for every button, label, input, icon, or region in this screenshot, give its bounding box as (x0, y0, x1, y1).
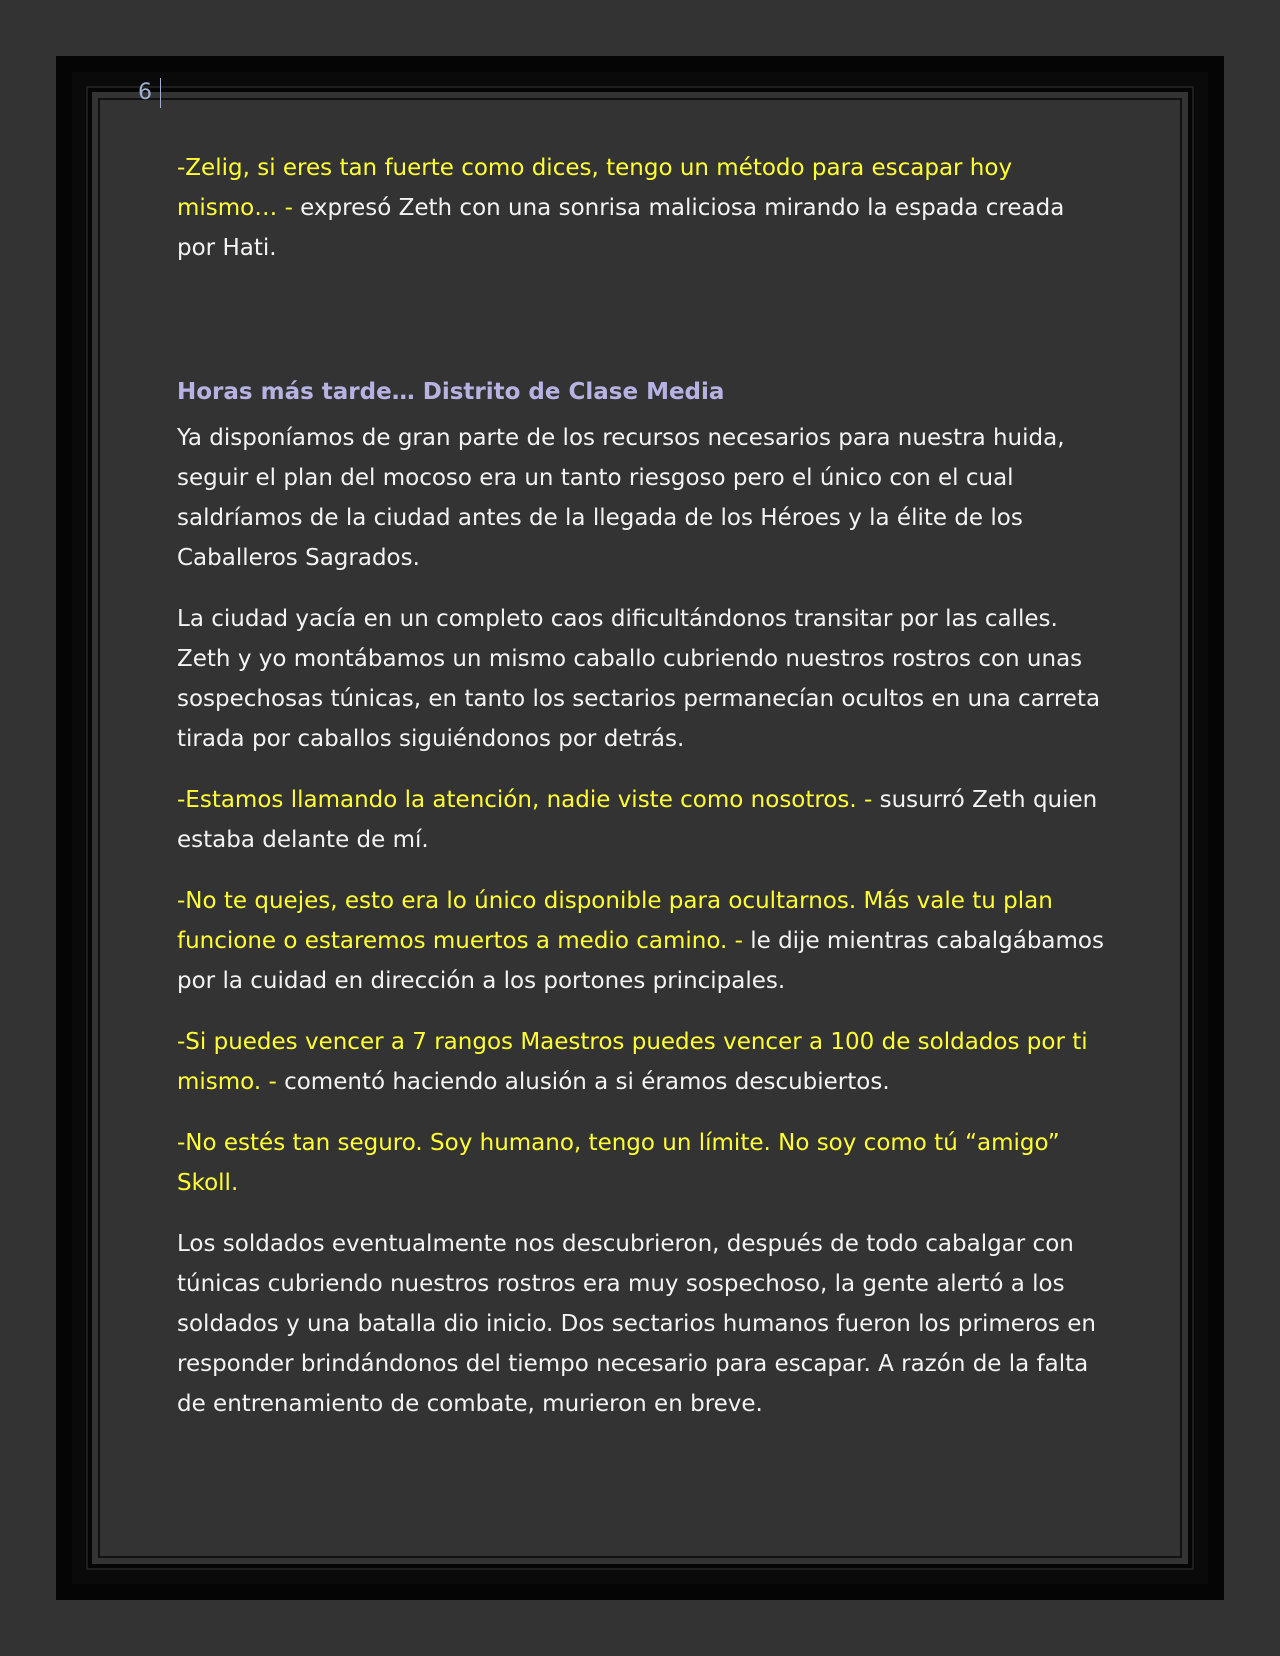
section-heading: Horas más tarde… Distrito de Clase Media (177, 379, 725, 405)
narration-text: La ciudad yacía en un completo caos dificultándonos transitar por las calles. Zeth y yo montábamos un mismo caballo cubriendo nuestros rostros con unas sospechosas túnicas, en tanto los sectarios permanecían ocultos en una carreta tirada por caballos siguiéndonos por detrás. (177, 606, 1101, 752)
section-paragraph-2 (177, 599, 1107, 759)
section-paragraph-5 (177, 1022, 1107, 1102)
page-content (177, 148, 1107, 1445)
narration-text: Ya disponíamos de gran parte de los recursos necesarios para nuestra huida, seguir el plan del mocoso era un tanto riesgoso pero el único con el cual saldríamos de la ciudad antes de la llegada de los Héroes y la élite de los Caballeros Sagrados. (177, 425, 1065, 571)
narration-text: Los soldados eventualmente nos descubrieron, después de todo cabalgar con túnicas cubriendo nuestros rostros era muy sospechoso, la gente alertó a los soldados y una batalla dio inicio. Dos sectarios humanos fueron los primeros en responder brindándonos del tiempo necesario para escapar. A razón de la falta de entrenamiento de combate, murieron en breve. (177, 1231, 1096, 1417)
dialogue-text: -Estamos llamando la atención, nadie viste como nosotros. - (177, 787, 873, 813)
section-paragraph-4 (177, 881, 1107, 1001)
dialogue-text: -No estés tan seguro. Soy humano, tengo un límite. No soy como tú “amigo” Skoll. (177, 1130, 1060, 1196)
dialogue-text: -Si puedes vencer a 7 rangos Maestros puedes vencer a 100 de soldados por ti mismo. - (177, 1029, 1088, 1095)
narration-text: expresó Zeth con una sonrisa maliciosa mirando la espada creada por Hati. (177, 195, 1065, 261)
section-paragraph-7 (177, 1224, 1107, 1424)
section-paragraph-1 (177, 418, 1107, 578)
narration-text: le dije mientras cabalgábamos por la cuidad en dirección a los portones principales. (177, 928, 1104, 994)
dialogue-text: -No te quejes, esto era lo único disponible para ocultarnos. Más vale tu plan funcione o estaremos muertos a medio camino. - (177, 888, 1053, 954)
narration-text: comentó haciendo alusión a si éramos descubiertos. (276, 1069, 890, 1095)
dialogue-text: -Zelig, si eres tan fuerte como dices, tengo un método para escapar hoy mismo… - (177, 155, 1013, 221)
section-paragraph-3 (177, 780, 1107, 860)
narration-text: susurró Zeth quien estaba delante de mí. (177, 787, 1098, 853)
page-number: 6 (138, 78, 161, 108)
section-paragraph-6 (177, 1123, 1107, 1203)
paragraph-1 (177, 148, 1107, 268)
